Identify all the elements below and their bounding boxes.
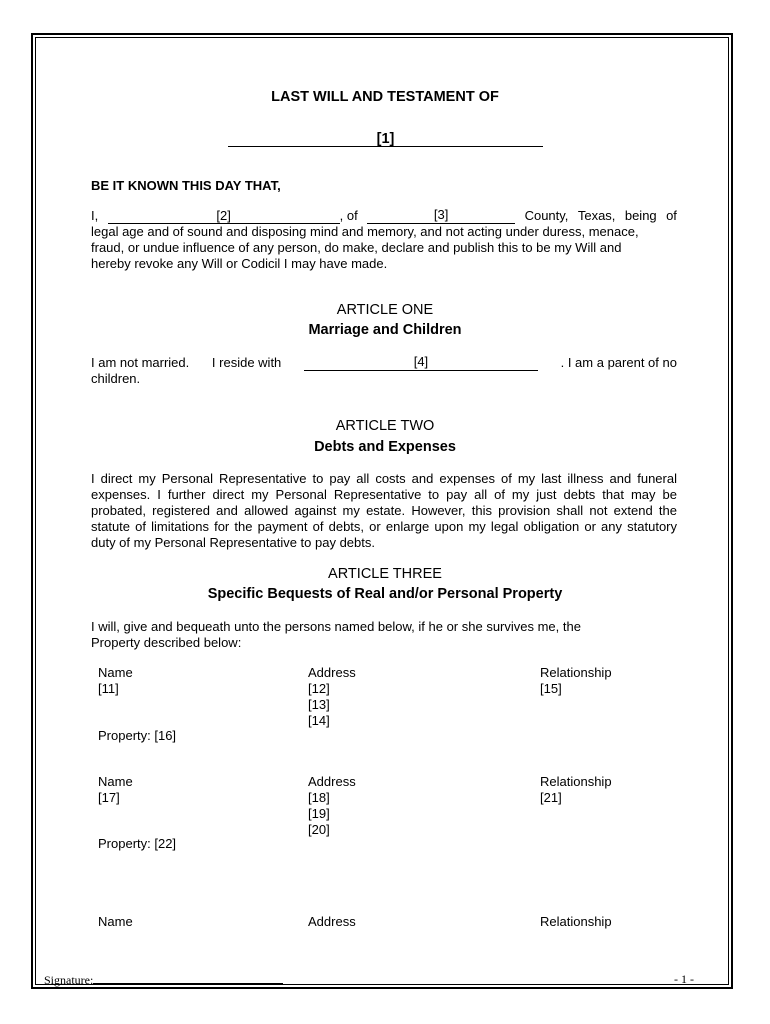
signature-label: Signature: [44,973,94,987]
document-title: LAST WILL AND TESTAMENT OF [271,89,499,105]
article-three-title: ARTICLE THREE [328,566,442,582]
testator-field-2: [2] [108,209,340,224]
article-two-subtitle: Debts and Expenses [314,439,456,455]
bequest-2-property: Property: [22] [98,836,177,851]
header-name: Name [98,914,133,929]
page-number: - 1 - [674,972,694,986]
bequest-1-name: [11] [98,681,119,696]
article-three-subtitle: Specific Bequests of Real and/or Personal Property [207,586,563,602]
article-three-intro: I will, give and bequeath unto the persons named below, if he or she survives me, the Property described below: [91,619,581,650]
header-address: Address [308,665,356,680]
article-two-paragraph: I direct my Personal Representative to pay all costs and expenses of my last illness and funeral expenses. I further direct my Personal Representative to pay all of my just debts that may be probated, registered and allowed against my estate. However, this provision shall not extend the statute of limitations for the payment of debts, or enlarge upon my legal obligation or any statutory duty of my Personal Representative to pay debts. [91,471,677,550]
known-heading: BE IT KNOWN THIS DAY THAT, [91,178,281,193]
reside-with-field-4: [4] [304,355,538,371]
header-relationship: Relationship [540,665,612,680]
bequest-2-relationship: [21] [540,790,562,805]
header-relationship: Relationship [540,914,612,929]
bequest-1-relationship: [15] [540,681,562,696]
header-name: Name [98,774,133,789]
bequest-2-address: [18] [19] [20] [308,790,330,837]
county-field-3: [3] [367,208,515,224]
header-name: Name [98,665,133,680]
article-one-paragraph: I am not married. I reside with [4] . I am a parent of no children. [91,354,677,386]
article-one-title: ARTICLE ONE [336,302,434,318]
signature-line[interactable] [44,972,283,988]
article-one-subtitle: Marriage and Children [308,322,462,338]
bequest-1-address: [12] [13] [14] [308,681,330,728]
intro-paragraph: I, [2] , of [3] County, Texas, being of legal age and of sound and disposing mind and memory, and not acting under duress, menace, fraud, or undue influence of any person, do make, declare and publish this to be my Will and hereby revoke any Will or Codicil I may have made. [91,207,677,271]
header-relationship: Relationship [540,774,612,789]
article-two-title: ARTICLE TWO [335,418,435,434]
header-address: Address [308,914,356,929]
bequest-2-name: [17] [98,790,120,805]
header-address: Address [308,774,356,789]
testator-name-field: [1] [228,131,543,147]
bequest-1-property: Property: [16] [98,728,177,743]
signature-blank[interactable] [93,972,283,984]
